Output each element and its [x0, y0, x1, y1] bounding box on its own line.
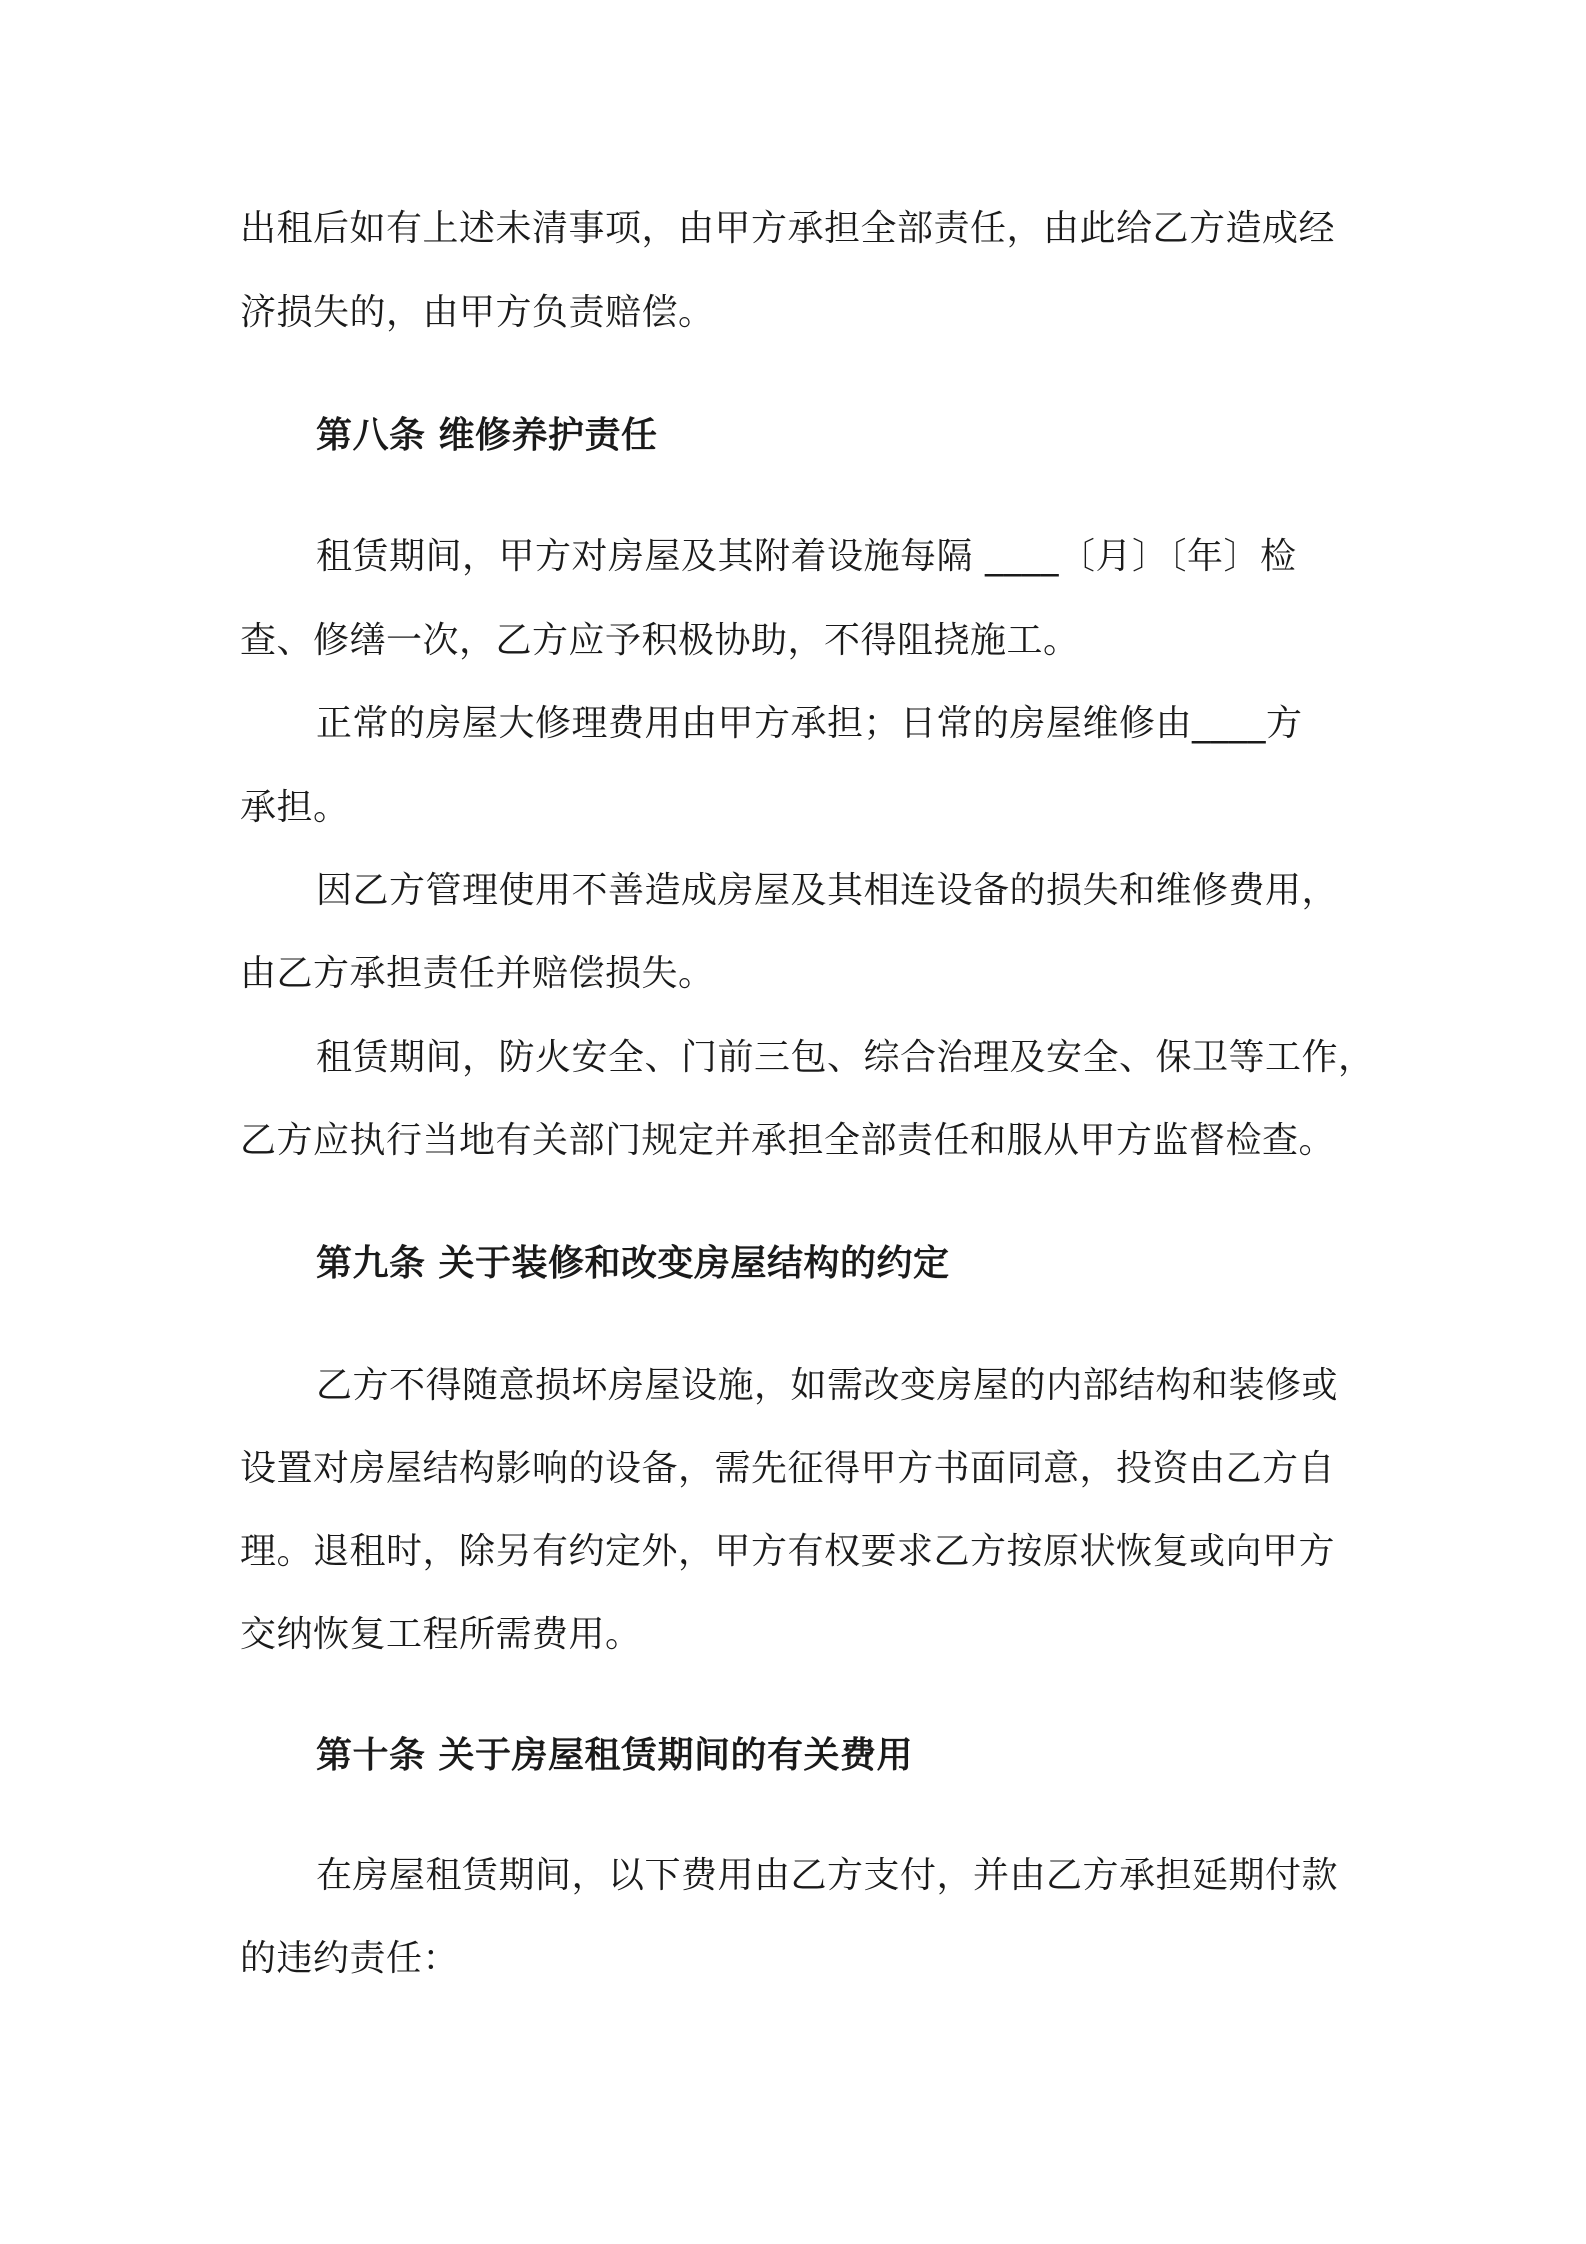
paragraph-line: 乙方不得随意损坏房屋设施，如需改变房屋的内部结构和装修或 [316, 1365, 1339, 1406]
section-heading-8: 第八条 维修养护责任 [316, 415, 658, 456]
paragraph-line: 查、修缮一次，乙方应予积极协助，不得阻挠施工。 [240, 620, 1080, 661]
paragraph-line: 正常的房屋大修理费用由甲方承担；日常的房屋维修由____方 [316, 703, 1303, 744]
paragraph-line: 理。退租时，除另有约定外，甲方有权要求乙方按原状恢复或向甲方 [240, 1531, 1336, 1572]
paragraph-line: 的违约责任： [240, 1938, 460, 1979]
paragraph-line: 济损失的，由甲方负责赔偿。 [240, 292, 715, 333]
paragraph-line: 乙方应执行当地有关部门规定并承担全部责任和服从甲方监督检查。 [240, 1120, 1336, 1161]
paragraph-line: 在房屋租赁期间，以下费用由乙方支付，并由乙方承担延期付款 [316, 1855, 1339, 1896]
paragraph-line: 由乙方承担责任并赔偿损失。 [240, 953, 715, 994]
paragraph-line: 交纳恢复工程所需费用。 [240, 1614, 642, 1655]
section-heading-9: 第九条 关于装修和改变房屋结构的约定 [316, 1243, 950, 1284]
paragraph-line: 承担。 [240, 787, 350, 828]
paragraph-line: 出租后如有上述未清事项，由甲方承担全部责任，由此给乙方造成经 [240, 208, 1336, 249]
paragraph-line: 租赁期间，防火安全、门前三包、综合治理及安全、保卫等工作， [316, 1037, 1375, 1078]
paragraph-line: 租赁期间，甲方对房屋及其附着设施每隔 ____〔月〕〔年〕检 [316, 536, 1297, 577]
paragraph-line: 设置对房屋结构影响的设备，需先征得甲方书面同意，投资由乙方自 [240, 1448, 1336, 1489]
paragraph-line: 因乙方管理使用不善造成房屋及其相连设备的损失和维修费用， [316, 870, 1339, 911]
section-heading-10: 第十条 关于房屋租赁期间的有关费用 [316, 1735, 914, 1776]
